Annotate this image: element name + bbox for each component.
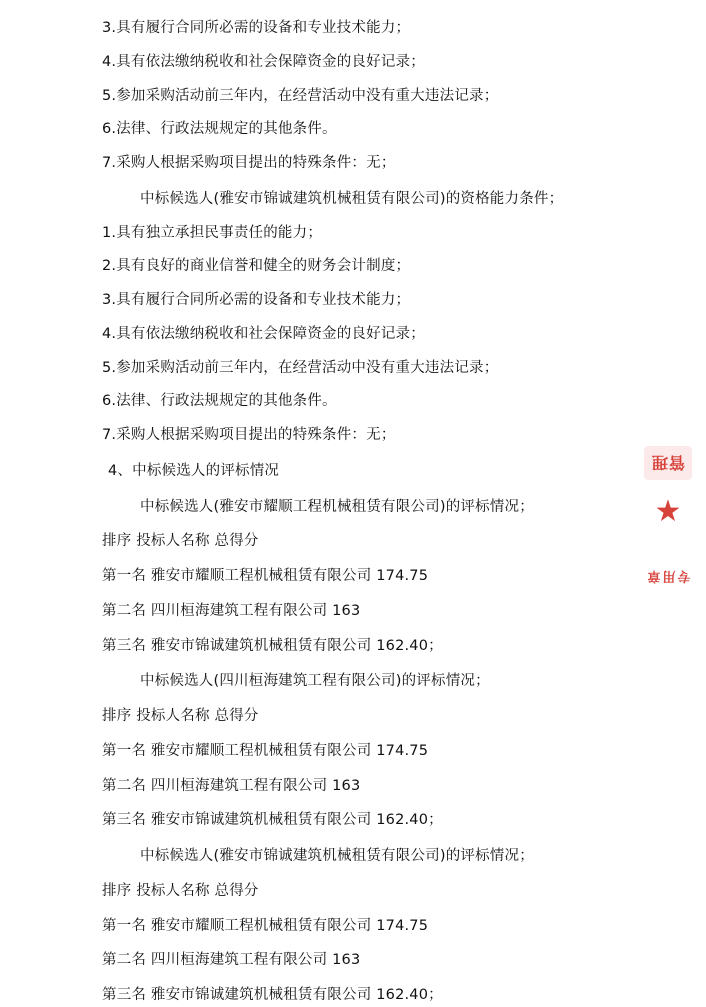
- table-row: 第一名 雅安市耀顺工程机械租赁有限公司 174.75: [102, 917, 429, 934]
- seal-top-text: 管理: [651, 453, 686, 472]
- evaluation-heading: 中标候选人(四川桓海建筑工程有限公司)的评标情况；: [140, 673, 490, 690]
- ranking-table-header: 排序 投标人名称 总得分: [102, 882, 259, 899]
- ranking-table-header: 排序 投标人名称 总得分: [102, 708, 259, 724]
- evaluation-heading: 中标候选人(雅安市耀顺工程机械租赁有限公司)的评标情况；: [140, 498, 534, 515]
- table-row: 第二名 四川桓海建筑工程有限公司 163: [102, 952, 361, 969]
- table-row: 第三名 雅安市锦诚建筑机械租赁有限公司 162.40；: [102, 987, 443, 1003]
- paragraph: 5.参加采购活动前三年内，在经营活动中没有重大违法记录；: [102, 87, 499, 104]
- paragraph: 7.采购人根据采购项目提出的特殊条件：无；: [102, 427, 396, 443]
- paragraph: 6.法律、行政法规规定的其他条件。: [102, 393, 337, 410]
- paragraph: 4.具有依法缴纳税收和社会保障资金的良好记录；: [102, 53, 425, 70]
- paragraph: 1.具有独立承担民事责任的能力；: [102, 224, 323, 241]
- table-row: 第三名 雅安市锦诚建筑机械租赁有限公司 162.40；: [102, 812, 443, 829]
- paragraph: 3.具有履行合同所必需的设备和专业技术能力；: [102, 20, 411, 36]
- table-row: 第二名 四川桓海建筑工程有限公司 163: [102, 777, 361, 794]
- seal-bottom-text: 专用章: [645, 568, 691, 583]
- paragraph: 2.具有良好的商业信誉和健全的财务会计制度；: [102, 258, 411, 275]
- paragraph: 3.具有履行合同所必需的设备和专业技术能力；: [102, 292, 411, 308]
- section-heading: 4、中标候选人的评标情况: [108, 462, 280, 479]
- candidate-qualification-heading: 中标候选人(雅安市锦诚建筑机械租赁有限公司)的资格能力条件；: [140, 190, 564, 207]
- table-row: 第一名 雅安市耀顺工程机械租赁有限公司 174.75: [102, 568, 429, 584]
- table-row: 第三名 雅安市锦诚建筑机械租赁有限公司 162.40；: [102, 637, 443, 654]
- ranking-table-header: 排序 投标人名称 总得分: [102, 533, 259, 550]
- star-icon: ★: [654, 494, 682, 529]
- table-row: 第一名 雅安市耀顺工程机械租赁有限公司 174.75: [102, 742, 429, 759]
- evaluation-heading: 中标候选人(雅安市锦诚建筑机械租赁有限公司)的评标情况；: [140, 848, 534, 864]
- paragraph: 7.采购人根据采购项目提出的特殊条件：无；: [102, 155, 396, 171]
- paragraph: 6.法律、行政法规规定的其他条件。: [102, 121, 337, 138]
- paragraph: 4.具有依法缴纳税收和社会保障资金的良好记录；: [102, 325, 425, 342]
- paragraph: 5.参加采购活动前三年内，在经营活动中没有重大违法记录；: [102, 359, 499, 376]
- table-row: 第二名 四川桓海建筑工程有限公司 163: [102, 602, 361, 619]
